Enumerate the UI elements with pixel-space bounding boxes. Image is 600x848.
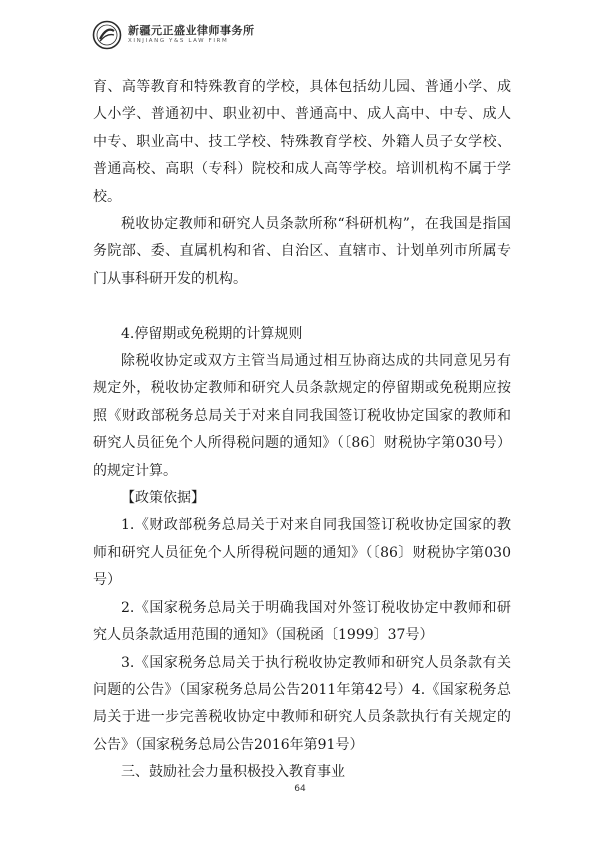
document-body — [93, 74, 511, 787]
firm-name-en: XINJIANG Y&S LAW FIRM — [128, 38, 229, 45]
policy-basis-item: 1.《财政部税务总局关于对来自同我国签订税收协定国家的教师和研究人员征免个人所得税问题的通知》（〔86〕财税协字第030号） — [93, 517, 511, 589]
page-header — [92, 20, 255, 50]
policy-basis-item: 3.《国家税务总局关于执行税收协定教师和研究人员条款有关问题的公告》（国家税务总局公告2011年第42号）4.《国家税务总局关于进一步完善税收协定中教师和研究人员条款执行有关规定的公告》（国家税务总局公告2016年第91号） — [93, 654, 511, 753]
section-heading-encourage-social: 三、鼓励社会力量积极投入教育事业 — [121, 764, 345, 781]
paragraph-school-types: 育、高等教育和特殊教育的学校，具体包括幼儿园、普通小学、成人小学、普通初中、职业初中、普通高中、成人高中、中专、成人中专、职业高中、技工学校、特殊教育学校、外籍人员子女学校、普通高校、高职（专科）院校和成人高等学校。培训机构不属于学校。 — [93, 79, 511, 205]
policy-basis-heading: 【政策依据】 — [121, 490, 205, 507]
firm-name-cn: 新疆元正盛业律师事务所 — [128, 24, 255, 38]
law-firm-logo-icon — [92, 20, 122, 50]
paragraph-research-institution: 税收协定教师和研究人员条款所称“科研机构”，在我国是指国务院部、委、直属机构和省、自治区、直辖市、计划单列市所属专门从事科研开发的机构。 — [93, 216, 511, 287]
section-heading-stay-period: 4.停留期或免税期的计算规则 — [121, 325, 303, 342]
policy-basis-item: 2.《国家税务总局关于明确我国对外签订税收协定中教师和研究人员条款适用范围的通知》（国税函〔1999〕37号） — [93, 599, 511, 644]
page-number: 64 — [294, 784, 306, 794]
paragraph-stay-period-rule: 除税收协定或双方主管当局通过相互协商达成的共同意见另有规定外，税收协定教师和研究人员条款规定的停留期或免税期应按照《财政部税务总局关于对来自同我国签订税收协定国家的教师和研究人员征免个人所得税问题的通知》（〔86〕财税协字第030号）的规定计算。 — [93, 353, 511, 479]
